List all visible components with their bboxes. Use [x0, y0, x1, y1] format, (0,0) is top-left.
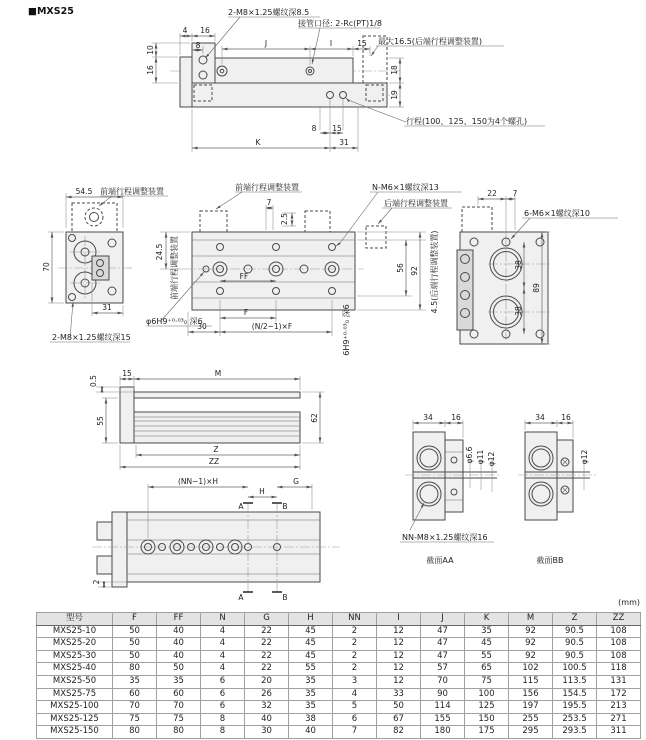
dim-label: K [255, 138, 261, 147]
dim-label: 31 [339, 138, 349, 147]
column-header: ZZ [597, 613, 641, 626]
dimension-cell: 22 [245, 650, 289, 663]
dimension-cell: 6 [201, 675, 245, 688]
dimension-cell: 32 [245, 701, 289, 714]
section-caption: 截面BB [536, 556, 564, 565]
units-label: (mm) [618, 598, 640, 607]
dim-label: 31 [102, 303, 112, 312]
dim-label: 2.5 [280, 213, 289, 225]
dimension-cell: 108 [597, 650, 641, 663]
dim-label: 19 [390, 90, 399, 100]
column-header: Z [553, 613, 597, 626]
dim-label: 38 [514, 260, 523, 270]
thread-callout: NN-M8×1.25螺纹深16 [402, 533, 488, 542]
table-row [37, 625, 641, 638]
slot-vertical-label: 6H9⁺⁰·⁰³₀ 深6 [342, 304, 351, 356]
dimension-table-wrap [36, 612, 640, 739]
dim-label: 54.5 [75, 187, 93, 196]
dimension-cell: 4 [201, 638, 245, 651]
dimension-cell: 4 [201, 625, 245, 638]
dimension-cell: 100 [465, 688, 509, 701]
bottom-view [92, 477, 340, 600]
dimension-cell: 108 [597, 638, 641, 651]
front-adjuster-vertical-label: 前端行程调整装置 [170, 236, 179, 300]
dimension-cell: 271 [597, 713, 641, 726]
dimension-cell: 47 [421, 650, 465, 663]
thread-callout: 2-M8×1.25螺纹深15 [52, 333, 131, 342]
dim-label: φ12 [580, 449, 589, 465]
dimension-cell: 70 [113, 701, 157, 714]
dim-label: 22 [487, 189, 497, 198]
dimension-cell: 108 [597, 625, 641, 638]
dimension-cell: 50 [113, 638, 157, 651]
dimension-cell: 175 [465, 726, 509, 739]
dimension-cell: 4 [201, 663, 245, 676]
dimension-cell: 8 [201, 726, 245, 739]
model-cell: MXS25-40 [37, 663, 113, 676]
dim-label: 24.5 [155, 243, 164, 261]
dim-label: (N/2−1)×F [251, 322, 293, 331]
table-row [37, 688, 641, 701]
dimension-cell: 311 [597, 726, 641, 739]
dim-label: (NN−1)×H [177, 477, 219, 486]
column-header: F [113, 613, 157, 626]
dimension-cell: 150 [465, 713, 509, 726]
dim-label: 89 [532, 283, 541, 293]
rear-adjuster-vertical-label: 4.5(后端行程调整装置) [430, 230, 439, 314]
dimension-cell: 6 [201, 688, 245, 701]
center-plan-view [146, 182, 462, 356]
dim-label: φ11 [476, 449, 485, 465]
dimension-cell: 40 [245, 713, 289, 726]
dimension-cell: 100.5 [553, 663, 597, 676]
column-header: K [465, 613, 509, 626]
dimension-cell: 115 [509, 675, 553, 688]
dimension-cell: 118 [597, 663, 641, 676]
rear-adjuster-callout: 后端行程调整装置 [384, 199, 448, 208]
dimension-cell: 4 [333, 688, 377, 701]
dimension-cell: 197 [509, 701, 553, 714]
dimension-cell: 47 [421, 638, 465, 651]
dimension-cell: 47 [421, 625, 465, 638]
dim-label: 15 [357, 39, 367, 48]
table-row [37, 638, 641, 651]
dimension-cell: 80 [157, 726, 201, 739]
model-cell: MXS25-150 [37, 726, 113, 739]
dimension-cell: 30 [245, 726, 289, 739]
dimension-cell: 90 [421, 688, 465, 701]
model-cell: MXS25-125 [37, 713, 113, 726]
dimension-cell: 50 [157, 663, 201, 676]
dim-label: 4 [182, 26, 188, 35]
dim-label: 38 [514, 306, 523, 316]
max-stroke-callout: 最大16.5(后端行程调整装置) [378, 37, 483, 46]
section-marker-a: A [238, 593, 244, 600]
dimension-cell: 155 [421, 713, 465, 726]
dimension-cell: 12 [377, 663, 421, 676]
front-adjuster-callout: 前端行程调整装置 [100, 187, 164, 196]
dimension-cell: 2 [333, 625, 377, 638]
dimension-cell: 60 [157, 688, 201, 701]
dim-label: FF [239, 272, 249, 281]
dimension-cell: 125 [465, 701, 509, 714]
dimension-cell: 6 [201, 701, 245, 714]
column-header: H [289, 613, 333, 626]
dimension-table [36, 612, 641, 739]
dim-label: 30 [197, 322, 207, 331]
positioning-hole-callout: φ6H9⁺⁰·⁰³₀ 深6 [146, 317, 203, 326]
dimension-cell: 131 [597, 675, 641, 688]
dim-label: 16 [451, 413, 461, 422]
dimension-cell: 35 [465, 625, 509, 638]
dim-label: 15 [122, 369, 132, 378]
table-row [37, 650, 641, 663]
dimension-cell: 22 [245, 638, 289, 651]
dimension-cell: 50 [377, 701, 421, 714]
table-row [37, 713, 641, 726]
dim-label: 62 [310, 413, 319, 423]
section-marker-b: B [282, 502, 288, 511]
dimension-cell: 156 [509, 688, 553, 701]
dimension-cell: 22 [245, 663, 289, 676]
dimension-cell: 45 [289, 650, 333, 663]
dimension-cell: 154.5 [553, 688, 597, 701]
dimension-cell: 102 [509, 663, 553, 676]
dim-label: I [329, 39, 333, 48]
dimension-cell: 255 [509, 713, 553, 726]
dim-label: 10 [146, 45, 155, 55]
dimension-cell: 195.5 [553, 701, 597, 714]
model-cell: MXS25-50 [37, 675, 113, 688]
model-cell: MXS25-100 [37, 701, 113, 714]
dimension-cell: 35 [289, 688, 333, 701]
thread-callout: 2-M8×1.25螺纹深8.5 [228, 8, 310, 17]
stroke-holes-callout: 行程(100、125、150为4个螺孔) [406, 117, 528, 126]
dimension-cell: 213 [597, 701, 641, 714]
table-row [37, 701, 641, 714]
dimension-cell: 92 [509, 638, 553, 651]
dimension-cell: 12 [377, 638, 421, 651]
dim-label: Z [213, 445, 219, 454]
dimension-cell: 2 [333, 650, 377, 663]
dimension-cell: 35 [289, 675, 333, 688]
dimension-cell: 7 [333, 726, 377, 739]
dimension-cell: 92 [509, 650, 553, 663]
dimension-cell: 35 [113, 675, 157, 688]
port-callout: 接管口径: 2-Rc(PT)1/8 [298, 19, 382, 28]
dim-label: G [293, 477, 299, 486]
dimension-cell: 295 [509, 726, 553, 739]
dimension-cell: 40 [157, 625, 201, 638]
dimension-cell: 40 [157, 638, 201, 651]
dimension-cell: 90.5 [553, 638, 597, 651]
dim-label: 8 [195, 41, 201, 50]
dimension-cell: 38 [289, 713, 333, 726]
dimension-cell: 2 [333, 663, 377, 676]
model-cell: MXS25-20 [37, 638, 113, 651]
column-header: NN [333, 613, 377, 626]
table-row [37, 726, 641, 739]
dimension-cell: 180 [421, 726, 465, 739]
dimension-cell: 20 [245, 675, 289, 688]
dim-label: 92 [410, 266, 419, 276]
dimension-cell: 40 [157, 650, 201, 663]
dimension-cell: 12 [377, 625, 421, 638]
dim-label: M [214, 369, 222, 378]
dim-label: ZZ [208, 457, 220, 466]
column-header: I [377, 613, 421, 626]
dimension-cell: 22 [245, 625, 289, 638]
dimension-cell: 35 [157, 675, 201, 688]
dimension-cell: 57 [421, 663, 465, 676]
dim-label: 15 [332, 124, 342, 133]
column-header: G [245, 613, 289, 626]
dimension-cell: 4 [201, 650, 245, 663]
dim-label: J [264, 39, 268, 48]
dimension-cell: 3 [333, 675, 377, 688]
column-header: J [421, 613, 465, 626]
dimension-cell: 67 [377, 713, 421, 726]
dimension-cell: 82 [377, 726, 421, 739]
column-header: FF [157, 613, 201, 626]
dim-label: 70 [42, 262, 51, 272]
table-row [37, 675, 641, 688]
column-header: M [509, 613, 553, 626]
model-cell: MXS25-10 [37, 625, 113, 638]
page-title: ■MXS25 [28, 6, 74, 17]
dimension-cell: 50 [113, 625, 157, 638]
dimension-cell: 35 [289, 701, 333, 714]
right-end-view [457, 189, 618, 344]
dim-label: 16 [146, 65, 155, 75]
dimension-cell: 75 [157, 713, 201, 726]
dim-label: H [259, 487, 265, 496]
dimension-cell: 45 [289, 638, 333, 651]
dimension-cell: 40 [289, 726, 333, 739]
dimension-cell: 80 [113, 663, 157, 676]
dimension-cell: 8 [201, 713, 245, 726]
dimension-cell: 50 [113, 650, 157, 663]
dim-label: 2 [92, 579, 101, 585]
dim-label: F [243, 308, 249, 317]
dimension-cell: 293.5 [553, 726, 597, 739]
section-marker-b: B [282, 593, 288, 600]
dim-label: 0.5 [89, 375, 98, 387]
section-marker-a: A [238, 502, 244, 511]
model-cell: MXS25-30 [37, 650, 113, 663]
dimension-cell: 80 [113, 726, 157, 739]
dimension-cell: 70 [157, 701, 201, 714]
dim-label: φ12 [487, 451, 496, 467]
dim-label: 8 [311, 124, 317, 133]
dim-label: 34 [423, 413, 433, 422]
dimension-cell: 70 [421, 675, 465, 688]
table-row [37, 663, 641, 676]
dimension-cell: 12 [377, 675, 421, 688]
dimension-cell: 55 [465, 650, 509, 663]
dim-label: 16 [200, 26, 210, 35]
dimension-cell: 45 [289, 625, 333, 638]
dimension-cell: 2 [333, 638, 377, 651]
section-aa-view [400, 413, 500, 565]
thread-callout: 6-M6×1螺纹深10 [524, 209, 590, 218]
dimension-cell: 90.5 [553, 650, 597, 663]
dim-label: 18 [390, 65, 399, 75]
thread-callout: N-M6×1螺纹深13 [372, 183, 439, 192]
top-view [146, 7, 545, 152]
dimension-cell: 114 [421, 701, 465, 714]
dim-label: 56 [396, 263, 405, 273]
dimension-cell: 253.5 [553, 713, 597, 726]
side-elevation-view [89, 369, 324, 470]
dimension-cell: 75 [113, 713, 157, 726]
dimension-cell: 55 [289, 663, 333, 676]
section-caption: 截面AA [426, 556, 454, 565]
dimension-cell: 65 [465, 663, 509, 676]
dim-label: 7 [512, 189, 518, 198]
dimension-cell: 113.5 [553, 675, 597, 688]
dimension-cell: 5 [333, 701, 377, 714]
front-adjuster-callout: 前端行程调整装置 [235, 183, 299, 192]
dimension-cell: 60 [113, 688, 157, 701]
dim-label: φ6.6 [465, 446, 474, 464]
section-bb-view [518, 413, 596, 565]
dimension-cell: 92 [509, 625, 553, 638]
dim-label: 55 [96, 416, 105, 426]
dimension-cell: 45 [465, 638, 509, 651]
dimension-cell: 33 [377, 688, 421, 701]
dimension-cell: 172 [597, 688, 641, 701]
column-header: N [201, 613, 245, 626]
dimension-cell: 75 [465, 675, 509, 688]
dim-label: 34 [535, 413, 545, 422]
dimension-cell: 90.5 [553, 625, 597, 638]
dim-label: 16 [561, 413, 571, 422]
column-header: 型号 [37, 613, 113, 626]
dimension-cell: 26 [245, 688, 289, 701]
dim-label: 7 [266, 198, 272, 207]
model-cell: MXS25-75 [37, 688, 113, 701]
dimension-cell: 12 [377, 650, 421, 663]
dimension-cell: 6 [333, 713, 377, 726]
